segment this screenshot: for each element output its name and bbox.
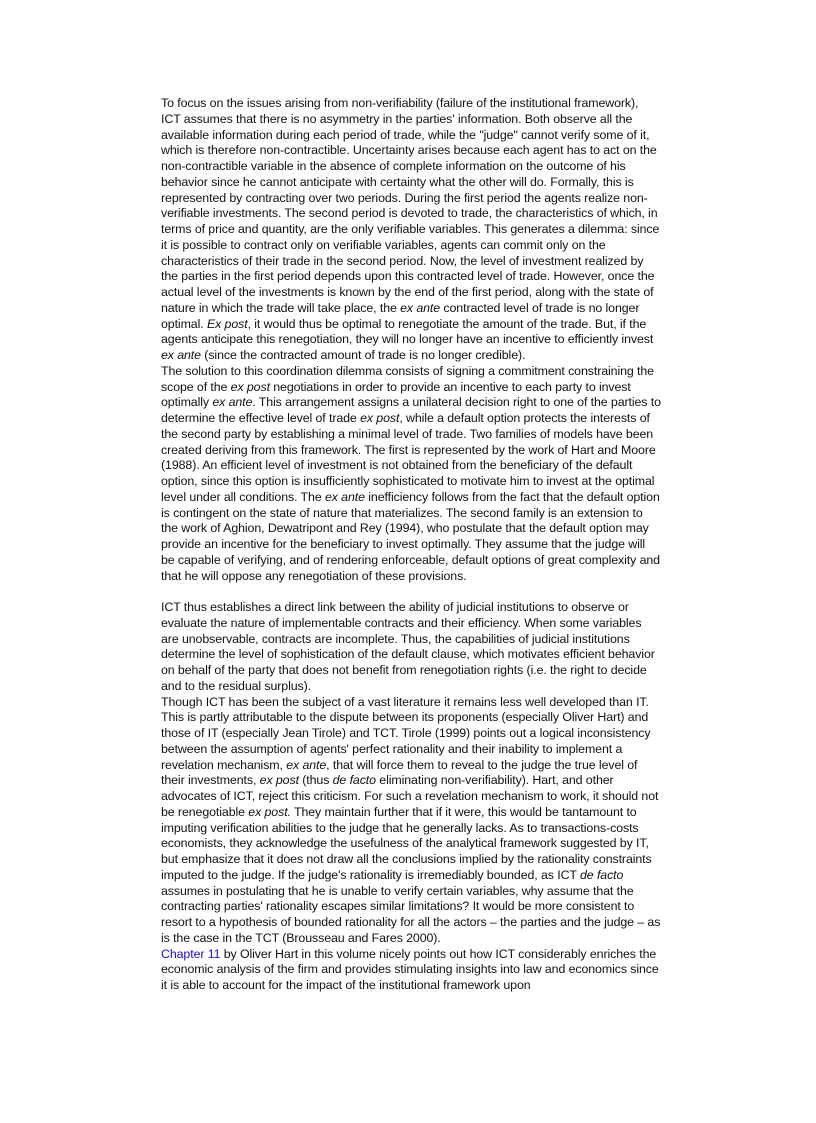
italic-term: ex post: [230, 379, 270, 394]
italic-term: ex post: [360, 411, 400, 425]
italic-term: de facto: [580, 867, 624, 882]
text-run: , while a default option protects the interests of the second party by establishing a minimal level of trade. Two families of models have been created deriving from this framework. The first is represented by the work of Hart and Moore (1988). An efficient level of investment is not obtained from the beneficiary of the default option, since this option is insufficiently sophisticated to motivate him to invest at the optimal level under all conditions. The: [161, 411, 656, 504]
paragraph-ict-literature: [161, 695, 661, 947]
text-run: ICT thus establishes a direct link between the ability of judicial institutions to observe or evaluate the nature of implementable contracts and their efficiency. When some variables are unobservable, contracts are incomplete. Thus, the capabilities of judicial institutions determine the level of sophistication of the default clause, which motivates efficient behavior on behalf of the party that does not benefit from renegotiation rights (i.e. the right to decide and to the residual surplus).: [161, 600, 655, 693]
text-run: , it would thus be optimal to renegotiate the amount of the trade. But, if the agents anticipate this renegotiation, they will no longer have an incentive to efficiently invest: [161, 316, 654, 347]
text-run: eliminating non-verifiability). Hart, and other advocates of ICT, reject this criticism. For such a revelation mechanism to work, it should not be renegotiable: [161, 773, 659, 819]
text-run: To focus on the issues arising from non-verifiability (failure of the institutional framework), ICT assumes that there is no asymmetry in the parties' information. Both observe all the available information during each period of trade, while the "judge" cannot verify some of it, which is therefore non-contractible. Uncertainty arises because each agent has to act on the non-contractible variable in the absence of complete information on the outcome of his behavior since he cannot anticipate with certainty what the other will do. Formally, this is represented by contracting over two periods. During the first period the agents realize non-verifiable investments. The second period is devoted to trade, the characteristics of which, in terms of price and quantity, are the only verifiable variables. This generates a dilemma: since it is possible to contract only on verifiable variables, agents can commit only on the characteristics of their trade in the second period. Now, the level of investment realized by the parties in the first period depends upon this contracted level of trade. However, once the actual level of the investments is known by the end of the first period, along with the state of nature in which the trade will take place, the: [161, 96, 660, 315]
text-run: . This arrangement assigns a unilateral decision right to one of the parties to determine the effective level of trade: [161, 395, 661, 425]
italic-term: Ex post: [206, 316, 248, 331]
text-run: negotiations in order to provide an incentive to each party to invest optimally: [161, 379, 631, 410]
italic-term: ex ante: [324, 489, 365, 504]
text-run: by Oliver Hart in this volume nicely points out how ICT considerably enriches the economic analysis of the firm and provides stimulating insights into law and economics since it is able to account for the impact of the institutional framework upon: [161, 946, 659, 992]
text-run: (since the contracted amount of trade is no longer credible).: [200, 348, 526, 362]
text-run: Though ICT has been the subject of a vast literature it remains less well developed than IT. This is partly attributable to the dispute between its proponents (especially Oliver Hart) and those of IT (especially Jean Tirole) and TCT. Tirole (1999) points out a logical inconsistency between the assumption of agents' perfect rationality and their inability to implement a revelation mechanism,: [161, 694, 651, 772]
paragraph-non-verifiability: [161, 96, 661, 364]
text-run: contracted level of trade is no longer optimal.: [161, 300, 640, 331]
text-run: assumes in postulating that he is unable to verify certain variables, why assume that the contracting parties' rationality escapes similar limitations? It would be more consistent to resort to a hypothesis of bounded rationality for all the actors – the parties and the judge – as is the case in the TCT (Brousseau and Fares 2000).: [161, 883, 661, 945]
italic-term: de facto: [332, 773, 376, 788]
italic-term: ex ante: [400, 300, 441, 315]
text-run: The solution to this coordination dilemma consists of signing a commitment constraining the scope of the: [161, 363, 654, 394]
text-run: , that will force them to reveal to the judge the true level of their investments,: [161, 757, 638, 788]
italic-term: ex ante: [286, 757, 327, 772]
italic-term: ex ante: [161, 348, 201, 362]
italic-term: ex ante: [212, 395, 253, 410]
text-run: (thus: [298, 773, 333, 788]
paragraph-coordination-dilemma: [161, 364, 661, 585]
paragraph-chapter-reference: [161, 947, 661, 994]
paragraph-spacer: [161, 584, 661, 600]
text-run: inefficiency follows from the fact that the default option is contingent on the state of nature that materializes. The second family is an extension to the work of Aghion, Dewatripont and Rey (1994), who postulate that the default option may provide an incentive for the beneficiary to invest optimally. They assume that the judge will be capable of verifying, and of rendering enforceable, default options of great complexity and that he will oppose any renegotiation of these provisions.: [161, 489, 660, 583]
paragraph-judicial-link: [161, 600, 661, 695]
italic-term: ex post: [259, 773, 299, 788]
text-run: They maintain further that if it were, this would be tantamount to imputing verification abilities to the judge that he generally lacks. As to transactions-costs economists, they acknowledge the usefulness of the analytical framework suggested by IT, but emphasize that it does not draw all the conclusions implied by the rationality constraints imputed to the judge. If the judge's rationality is irremediably bounded, as ICT: [161, 804, 652, 882]
chapter-11-link[interactable]: Chapter 11: [161, 946, 221, 961]
italic-term: ex post.: [248, 804, 291, 819]
document-page: [161, 96, 661, 994]
